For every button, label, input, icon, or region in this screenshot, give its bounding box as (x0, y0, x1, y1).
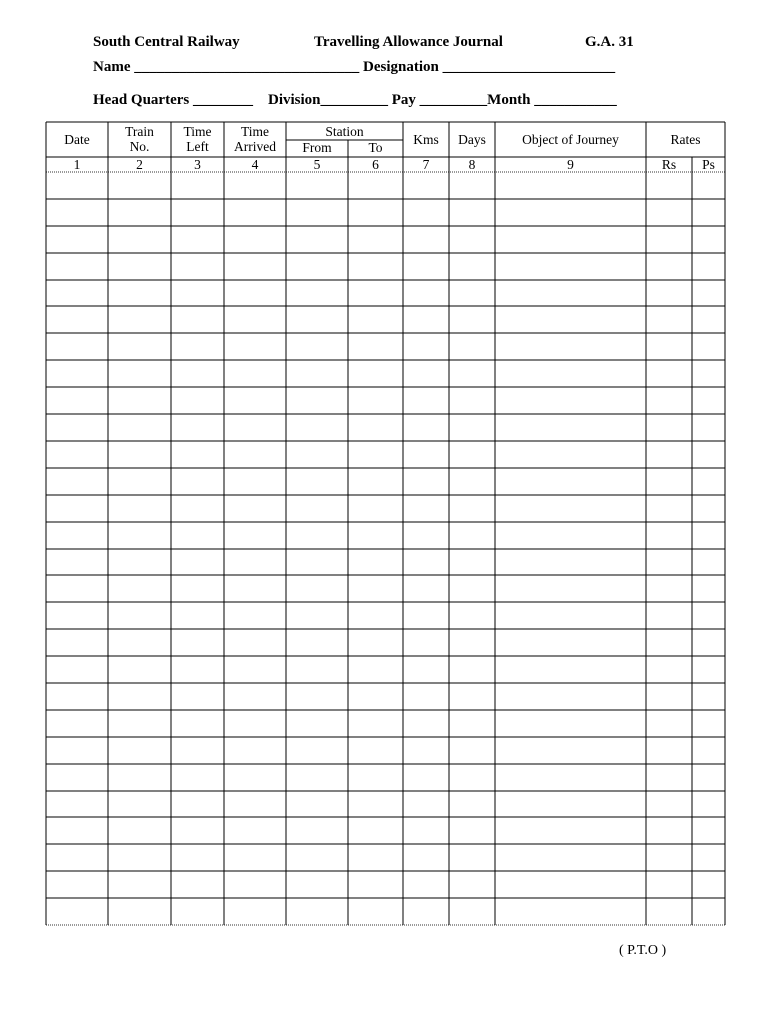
col-number-6: 6 (372, 157, 379, 172)
col-kms-header: Kms (413, 132, 439, 147)
col-rs-header: Rs (661, 157, 677, 172)
col-number-7: 7 (422, 157, 430, 172)
col-number-2: 2 (136, 157, 143, 172)
col-number-5: 5 (313, 157, 321, 172)
col-from-header: From (302, 140, 332, 155)
col-ps-header: Ps (702, 157, 715, 172)
col-number-8: 8 (468, 157, 476, 172)
col-time-arrived-header-1: Time (240, 124, 269, 139)
col-time-left-header-1: Time (183, 124, 212, 139)
railway-name: South Central Railway (93, 34, 240, 50)
col-days-header: Days (458, 132, 486, 147)
col-number-9: 9 (567, 157, 574, 172)
col-number-4: 4 (251, 157, 259, 172)
name-designation-line[interactable]: Name ______________________________ Designation _______________________ (93, 59, 616, 75)
form-number: G.A. 31 (585, 34, 634, 50)
col-train-no-header-1: Train (125, 124, 154, 139)
form-title: Travelling Allowance Journal (314, 34, 503, 50)
hq-division-pay-month-line[interactable]: Head Quarters ________ Division_________ Pay _________Month ___________ (93, 92, 617, 108)
col-number-3: 3 (194, 157, 201, 172)
col-rates-header: Rates (670, 132, 701, 147)
col-number-1: 1 (73, 157, 81, 172)
col-time-left-header-2: Left (186, 139, 209, 154)
col-time-arrived-header-2: Arrived (234, 139, 276, 154)
col-station-header: Station (325, 124, 364, 139)
col-object-header: Object of Journey (522, 132, 619, 147)
col-date-header: Date (64, 132, 90, 147)
col-train-no-header-2: No. (129, 139, 150, 154)
please-turn-over-note: ( P.T.O ) (619, 943, 667, 958)
col-to-header: To (368, 140, 383, 155)
